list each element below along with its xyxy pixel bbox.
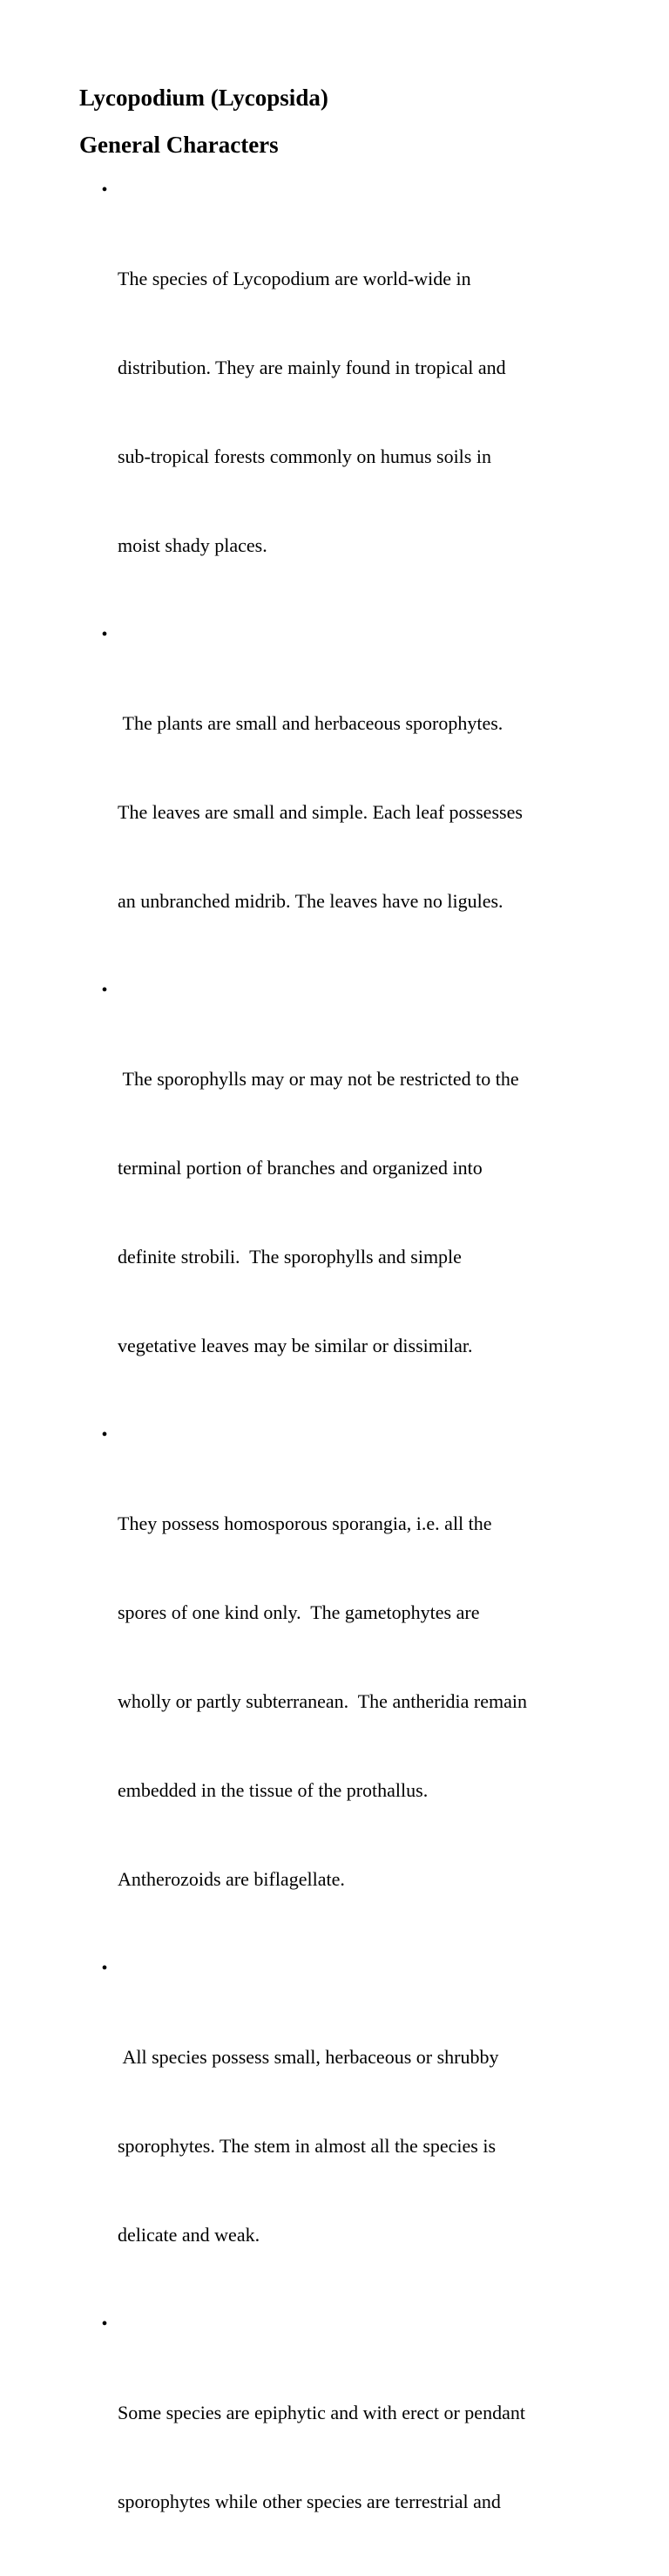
list-item-line: Some species are epiphytic and with erect or pendant xyxy=(118,2402,525,2423)
list-item-line: spores of one kind only. The gametophytes are xyxy=(118,1601,480,1623)
list-item-line: The species of Lycopodium are world-wide in xyxy=(118,268,471,289)
list-item-line: Antherozoids are biflagellate. xyxy=(118,1868,345,1890)
list-item-line: They possess homosporous sporangia, i.e. all the xyxy=(118,1512,492,1534)
list-item-line: sporophytes while other species are terrestrial and xyxy=(118,2491,501,2512)
list-item-line: delicate and weak. xyxy=(118,2224,260,2246)
list-item-line: definite strobili. The sporophylls and simple xyxy=(118,1246,462,1268)
list-item-line: vegetative leaves may be similar or dissimilar. xyxy=(118,1335,473,1356)
list-item-line: sporophytes. The stem in almost all the species is xyxy=(118,2135,497,2157)
list-item-line: terminal portion of branches and organized into xyxy=(118,1157,483,1179)
list-item-line: The plants are small and herbaceous sporophytes. xyxy=(118,712,503,734)
list-item-line: an unbranched midrib. The leaves have no ligules. xyxy=(118,890,503,912)
bullet-icon: • xyxy=(101,1425,108,1444)
section-heading: General Characters xyxy=(79,132,279,158)
list-item xyxy=(0,975,588,1420)
list-item xyxy=(0,175,588,620)
list-item xyxy=(0,1954,588,2309)
list-item-line: embedded in the tissue of the prothallus. xyxy=(118,1779,429,1801)
bullet-icon: • xyxy=(101,625,108,644)
list-item-line: distribution. They are mainly found in tropical and xyxy=(118,357,506,378)
document-title: Lycopodium (Lycopsida) xyxy=(79,85,328,111)
characters-list xyxy=(0,175,669,2576)
list-item-line: sub-tropical forests commonly on humus soils in xyxy=(118,445,491,467)
bullet-icon: • xyxy=(101,1959,108,1978)
list-item-line: The sporophylls may or may not be restricted to the xyxy=(118,1068,519,1090)
list-item xyxy=(0,1420,588,1954)
bullet-icon: • xyxy=(101,981,108,1000)
bullet-icon: • xyxy=(101,180,108,200)
list-item-line: wholly or partly subterranean. The antheridia remain xyxy=(118,1690,527,1712)
list-item xyxy=(0,2309,588,2576)
list-item xyxy=(0,620,588,975)
list-item-line: All species possess small, herbaceous or shrubby xyxy=(118,2046,499,2068)
bullet-icon: • xyxy=(101,2314,108,2334)
list-item-line: The leaves are small and simple. Each leaf possesses xyxy=(118,801,523,823)
list-item-line: moist shady places. xyxy=(118,534,267,556)
